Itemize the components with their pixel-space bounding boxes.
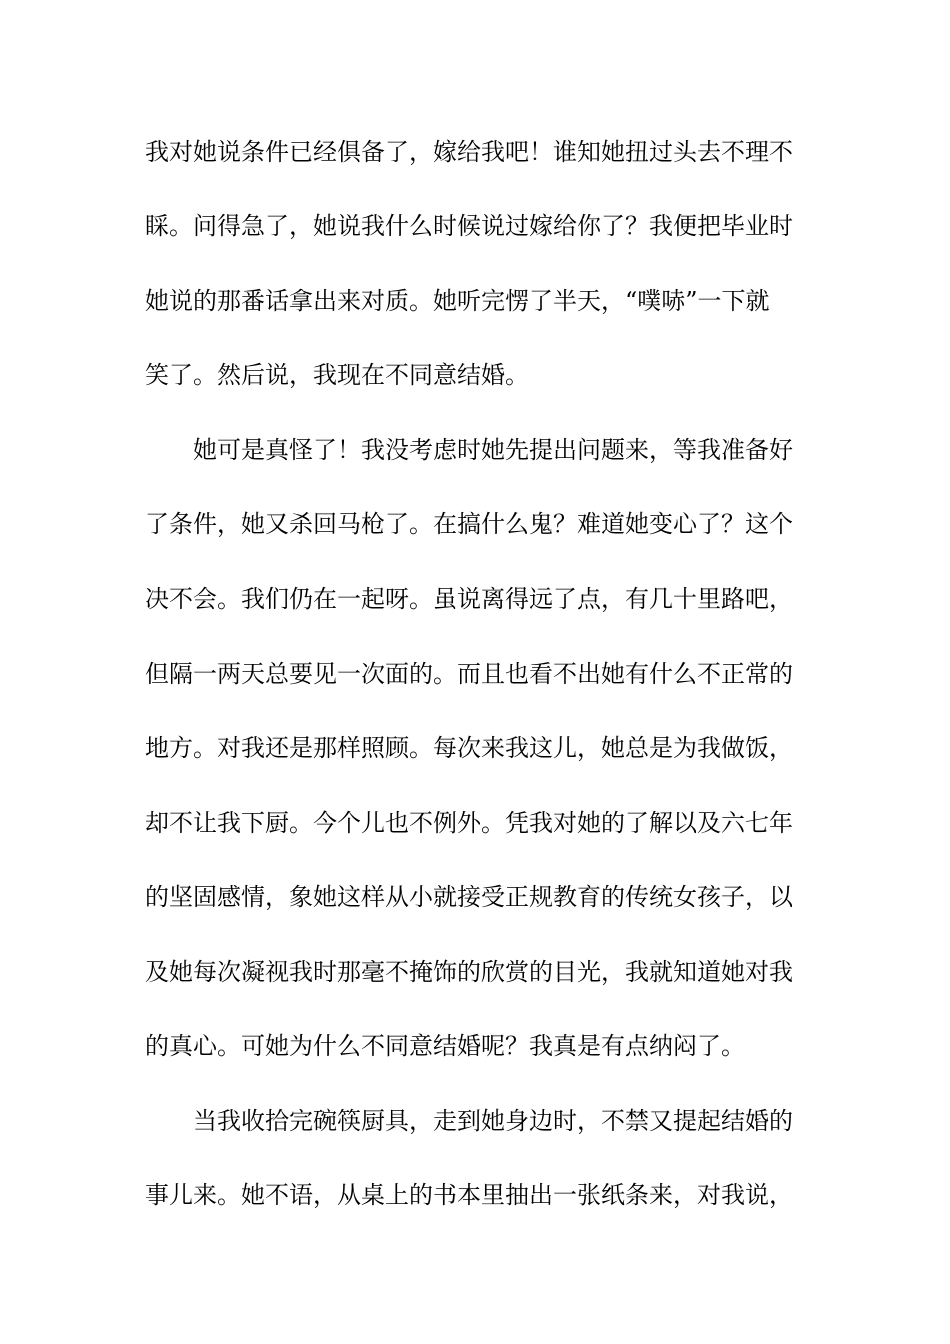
paragraph-first-line: 当我收拾完碗筷厨具，走到她身边时，不禁又提起结婚的 bbox=[193, 1107, 793, 1135]
text-line: 的真心。可她为什么不同意结婚呢？我真是有点纳闷了。 bbox=[145, 1032, 745, 1060]
text-line: 她说的那番话拿出来对质。她听完愣了半天，“噗哧”一下就 bbox=[145, 287, 770, 315]
text-line: 了条件，她又杀回马枪了。在搞什么鬼？难道她变心了？这个 bbox=[145, 510, 793, 538]
text-line: 笑了。然后说，我现在不同意结婚。 bbox=[145, 361, 529, 389]
text-line: 我对她说条件已经俱备了，嫁给我吧！谁知她扭过头去不理不 bbox=[145, 138, 793, 166]
text-line: 却不让我下厨。今个儿也不例外。凭我对她的了解以及六七年 bbox=[145, 809, 793, 837]
text-line: 但隔一两天总要见一次面的。而且也看不出她有什么不正常的 bbox=[145, 660, 793, 688]
text-line: 睬。问得急了，她说我什么时候说过嫁给你了？我便把毕业时 bbox=[145, 212, 793, 240]
text-line: 地方。对我还是那样照顾。每次来我这儿，她总是为我做饭， bbox=[145, 734, 793, 762]
text-line: 的坚固感情，象她这样从小就接受正规教育的传统女孩子，以 bbox=[145, 883, 793, 911]
text-line: 事儿来。她不语，从桌上的书本里抽出一张纸条来，对我说， bbox=[145, 1181, 793, 1209]
paragraph-first-line: 她可是真怪了！我没考虑时她先提出问题来，等我准备好 bbox=[193, 436, 793, 464]
text-line: 决不会。我们仍在一起呀。虽说离得远了点，有几十里路吧， bbox=[145, 585, 793, 613]
text-line: 及她每次凝视我时那毫不掩饰的欣赏的目光，我就知道她对我 bbox=[145, 958, 793, 986]
